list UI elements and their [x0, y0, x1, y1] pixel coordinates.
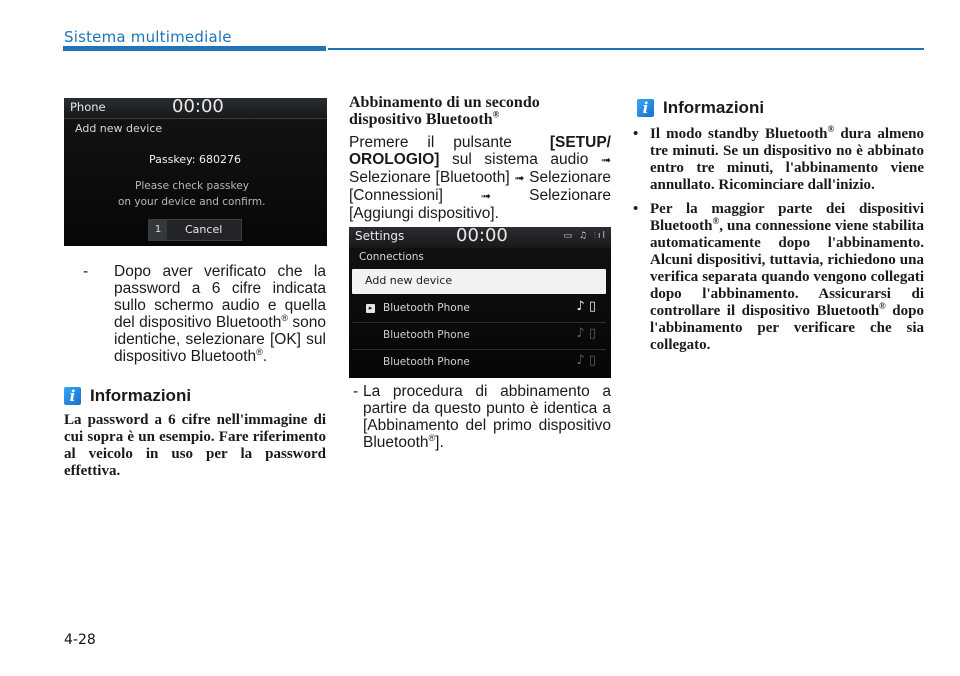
- add-new-device-item: [352, 269, 606, 294]
- arrow-icon: ➟: [600, 153, 611, 167]
- device-row: [352, 296, 606, 323]
- info-icon: i: [637, 99, 654, 117]
- selected-marker-icon: ▸: [366, 304, 375, 313]
- header-rule-thin: [328, 48, 924, 50]
- header-rule-thick: [63, 46, 326, 51]
- passkey-message-line2: on your device and confirm.: [118, 196, 266, 208]
- bullet-icon: •: [633, 201, 639, 217]
- step-text: Dopo aver verificato che la password a 6 cifre indicata sullo schermo audio e quella del dispositivo Bluetooth® sono identiche, selezionare [OK] sul dispositivo Bluetooth®.: [114, 263, 326, 365]
- screen-header-divider: [64, 118, 327, 119]
- list-item: • Per la maggior parte dei dispositivi Bluetooth®, una connessione viene stabilita automaticamente dopo l'abbinamento. Alcuni dispositivi, tuttavia, richiedono una verifica separata quando vengono collegati dopo l'abbinamento. Assicurarsi di controllare il dispositivo Bluetooth® dopo l'abbinamento per verificare che sia collegato.: [633, 201, 924, 353]
- device-icons: [576, 353, 596, 368]
- cancel-button: [148, 219, 242, 241]
- music-note-icon: ♪: [576, 353, 585, 368]
- cancel-button-number: 1: [149, 220, 167, 240]
- music-note-icon: ♪: [576, 326, 585, 341]
- passkey-text: Passkey: 680276: [149, 153, 241, 166]
- second-device-instructions: Premere il pulsante [SETUP/ OROLOGIO] sul sistema audio ➟ Selezionare [Bluetooth] ➟ Selezionare [Connessioni] ➟ Selezionare [Aggiungi dispositivo].: [349, 134, 611, 222]
- connections-subtitle: Connections: [359, 251, 424, 263]
- bullet-icon: •: [633, 126, 639, 142]
- info-text-1: La password a 6 cifre nell'immagine di cui sopra è un esempio. Fare riferimento al veicolo in uso per la password effettiva.: [64, 412, 326, 479]
- connections-screenshot: [349, 227, 611, 378]
- note-same-procedure: [349, 383, 611, 451]
- device-label: Bluetooth Phone: [383, 302, 470, 314]
- second-device-heading: Abbinamento di un secondo dispositivo Bluetooth®: [349, 94, 540, 128]
- device-label: Bluetooth Phone: [383, 329, 470, 341]
- screen-clock: 00:00: [172, 98, 224, 117]
- device-row: [352, 323, 606, 350]
- info-bullet-list: [633, 126, 924, 361]
- info-icon: i: [64, 387, 81, 405]
- passkey-message-line1: Please check passkey: [135, 180, 249, 192]
- info-heading-2: [637, 98, 764, 118]
- phone-icon: ▯: [588, 326, 596, 341]
- device-row: [352, 350, 606, 376]
- music-note-icon: ♪: [576, 299, 585, 314]
- phone-passkey-screenshot: [64, 98, 327, 246]
- info-title: Informazioni: [90, 386, 192, 405]
- step-confirm-passkey: [83, 263, 326, 365]
- arrow-icon: ➟: [481, 189, 492, 203]
- screen-title: Settings: [355, 229, 405, 243]
- add-device-label: Add new device: [75, 122, 163, 135]
- cancel-button-label: Cancel: [185, 223, 223, 236]
- section-title: Sistema multimediale: [64, 28, 232, 46]
- info-heading-1: [64, 386, 191, 406]
- phone-icon: ▯: [588, 299, 596, 314]
- screen-title: Phone: [70, 100, 106, 114]
- status-icons: ▭ ♫ ⫶ıl: [563, 231, 607, 241]
- add-new-device-label: Add new device: [365, 274, 453, 287]
- note-dash: -: [353, 383, 359, 400]
- screen-clock: 00:00: [456, 227, 508, 246]
- list-item: • Il modo standby Bluetooth® dura almeno tre minuti. Se un dispositivo no è abbinato entro tre minuti, l'abbinamento viene annullato. Ricominciare dall'inizio.: [633, 124, 924, 193]
- note-text: La procedura di abbinamento a partire da questo punto è identica a [Abbinamento del primo dispositivo Bluetooth®].: [363, 383, 611, 451]
- setup-key-label: [SETUP/ OROLOGIO]: [349, 134, 611, 168]
- step-dash: -: [83, 263, 89, 280]
- info-title: Informazioni: [663, 98, 765, 117]
- page-number: 4-28: [64, 632, 96, 648]
- device-icons: [576, 299, 596, 314]
- phone-icon: ▯: [588, 353, 596, 368]
- arrow-icon: ➟: [514, 171, 525, 185]
- device-label: Bluetooth Phone: [383, 356, 470, 368]
- device-icons: [576, 326, 596, 341]
